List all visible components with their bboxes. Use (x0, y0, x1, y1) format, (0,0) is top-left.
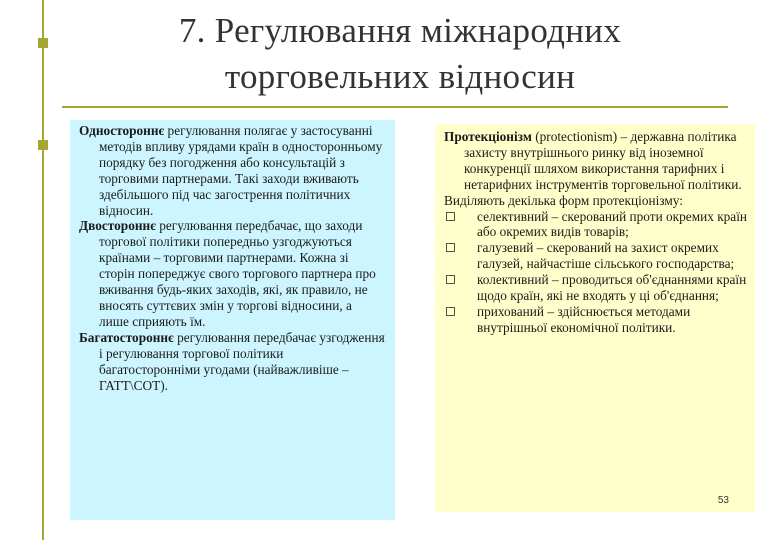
form-selective: селективний – скерований проти окремих країн або окремих видів товарів; (477, 208, 748, 240)
unilateral-paragraph (79, 123, 385, 218)
checkbox-bullet-icon (446, 275, 455, 284)
form-hidden: прихований – здійснюється методами внутрішньої економічної політики. (477, 303, 691, 335)
protectionism-term: Протекціонізм (444, 129, 532, 144)
slide-number: 53 (717, 495, 729, 506)
forms-list (444, 209, 747, 336)
title-bullet-square (38, 38, 48, 48)
forms-intro: Виділяють декілька форм протекціонізму: (444, 192, 683, 208)
bilateral-text: регулювання передбачає, що заходи торгової політики попередньо узгоджуються країнами – торговими партнерами. Кожна зі сторін попереджує свого торгового партнера про вживання будь-яких заходів, які, як правило, не вносять суттєвих змін у торгові відносини, а лише сприяють їм. (99, 218, 376, 329)
protectionism-definition (444, 129, 747, 193)
right-text-box (435, 124, 755, 512)
bilateral-paragraph (79, 218, 385, 329)
list-item (444, 209, 747, 241)
left-text-box (70, 120, 395, 520)
bilateral-term: Двостороннє (79, 218, 156, 234)
checkbox-bullet-icon (446, 243, 455, 252)
unilateral-text: регулювання полягає у застосуванні методів впливу урядами країн в односторонньому порядку без погодження або консультацій з торговими партнерами. Такі заходи вживають здебільшого під час загострення політичних відносин. (99, 123, 383, 218)
form-collective: колективний – проводиться об'єднаннями країн щодо країн, які не входять у ці об'єднання; (477, 272, 747, 304)
list-item (444, 272, 747, 304)
protectionism-text: (protectionism) – державна політика захисту внутрішнього ринку від іноземної конкуренції шляхом використання тарифних і нетарифних інструментів торговельної політики. (464, 129, 742, 192)
vertical-accent-bar (42, 0, 44, 540)
left-bullet-square (38, 140, 48, 150)
title-line-1: 7. Регулювання міжнародних (178, 11, 622, 50)
title-line-2: торговельних відносин (224, 57, 576, 96)
multilateral-term: Багатостороннє (79, 329, 174, 345)
list-item (444, 240, 747, 272)
slide-title (90, 8, 710, 100)
form-sectoral: галузевий – скерований на захист окремих галузей, найчастіше сільського господарства; (477, 240, 735, 272)
unilateral-term: Одностороннє (79, 123, 165, 138)
list-item (444, 304, 747, 336)
checkbox-bullet-icon (446, 307, 455, 316)
multilateral-paragraph (79, 330, 385, 394)
multilateral-text: регулювання передбачає узгодження і регулювання торгової політики багатосторонніми угодами (найважливіше – ГАТТ\СОТ). (99, 329, 385, 393)
title-underline (62, 106, 728, 108)
checkbox-bullet-icon (446, 212, 455, 221)
